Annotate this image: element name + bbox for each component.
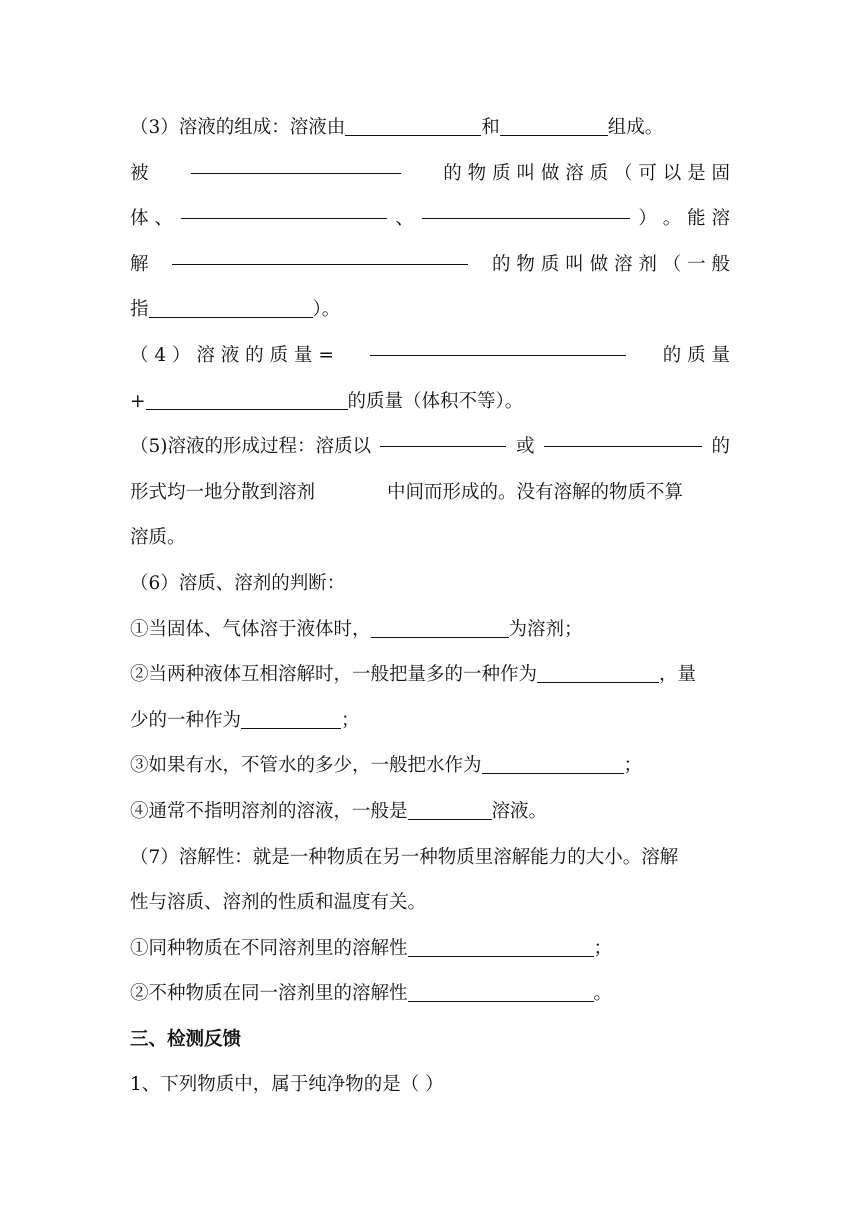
blank-field[interactable] — [146, 387, 348, 410]
text: 指 — [130, 299, 149, 321]
s6-item1 — [130, 607, 730, 653]
text: 解 — [130, 253, 149, 275]
blank-field[interactable] — [345, 113, 481, 136]
blank-field[interactable] — [408, 979, 594, 1002]
text: + — [130, 390, 146, 412]
s3-line4 — [130, 242, 730, 288]
text: 。 — [593, 983, 613, 1005]
section-heading — [130, 1017, 730, 1063]
s4-line2 — [130, 379, 730, 425]
text: 为溶剂； — [508, 618, 583, 640]
text: （5)溶液的形成过程：溶质以 — [130, 436, 371, 458]
text: （6）溶质、溶剂的判断： — [130, 572, 346, 594]
blank-field[interactable] — [482, 751, 624, 774]
s6-item3 — [130, 743, 730, 789]
blank-field[interactable] — [181, 196, 387, 219]
text: ④通常不指明溶剂的溶液，一般是 — [130, 800, 408, 822]
s5-line1 — [130, 424, 730, 470]
s5-line3 — [130, 515, 730, 561]
text: （7）溶解性：就是一种物质在另一种物质里溶解能力的大小。溶解 — [130, 846, 679, 868]
text: 、 — [395, 208, 414, 230]
text: 的 质 量 — [662, 344, 730, 366]
blank-field[interactable] — [371, 615, 509, 638]
s3-line2 — [130, 151, 730, 197]
s6-title — [130, 561, 730, 607]
text: ③如果有水，不管水的多少，一般把水作为 — [130, 755, 482, 777]
blank-field[interactable] — [241, 706, 341, 729]
text: 的 物 质 叫 做 溶 质 （ 可 以 是 固 — [443, 162, 730, 184]
text: （ 4 ） 溶 液 的 质 量 = — [130, 344, 334, 366]
text: 溶液。 — [491, 800, 548, 822]
text: 的 — [711, 436, 730, 458]
text: 体 、 — [130, 208, 173, 230]
s6-item4 — [130, 789, 730, 835]
text: ②不种物质在同一溶剂里的溶解性 — [130, 983, 408, 1005]
text: ； — [341, 709, 360, 731]
text: （3）溶液的组成：溶液由 — [130, 117, 346, 138]
text: 少的一种作为 — [130, 709, 242, 731]
question-1 — [130, 1062, 730, 1108]
s6-item2-cont — [130, 698, 730, 744]
document-page — [130, 105, 730, 1108]
s3-line5 — [130, 287, 730, 333]
text: ，量 — [659, 664, 697, 686]
s6-item2 — [130, 652, 730, 698]
blank-field[interactable] — [500, 113, 608, 136]
blank-field[interactable] — [422, 196, 630, 219]
s3-line3 — [130, 196, 730, 242]
text: 中间而形成的。没有溶解的物质不算 — [387, 481, 684, 503]
blank-field[interactable] — [537, 660, 659, 683]
text: 和 — [481, 117, 500, 138]
blank-field[interactable] — [408, 934, 594, 957]
s5-line2 — [130, 470, 730, 516]
text: ； — [623, 755, 643, 777]
blank-field[interactable] — [191, 151, 401, 174]
s4-line1 — [130, 333, 730, 379]
s7-item2 — [130, 971, 730, 1017]
text: 溶质。 — [130, 527, 186, 549]
text: ①同种物质在不同溶剂里的溶解性 — [130, 937, 408, 959]
question-text: 1、下列物质中，属于纯净物的是（ ） — [130, 1074, 444, 1096]
text: ②当两种液体互相溶解时，一般把量多的一种作为 — [130, 664, 538, 686]
s7-line2 — [130, 880, 730, 926]
text: 的 物 质 叫 做 溶 剂 （ 一 般 — [492, 253, 730, 275]
s7-line1 — [130, 835, 730, 881]
text: ①当固体、气体溶于液体时， — [130, 618, 371, 640]
blank-field[interactable] — [408, 797, 492, 820]
blank-field[interactable] — [544, 424, 702, 447]
text: ； — [593, 937, 613, 959]
s3-line1 — [130, 105, 730, 151]
text: 的质量（体积不等）。 — [347, 390, 524, 412]
text: ） 。 能 溶 — [638, 208, 730, 230]
s7-item1 — [130, 926, 730, 972]
text: 形式均一地分散到溶剂 — [130, 481, 316, 503]
blank-field[interactable] — [149, 295, 313, 318]
blank-field[interactable] — [370, 333, 626, 356]
text: ）。 — [312, 299, 341, 321]
text: 被 — [130, 162, 149, 184]
text: 性与溶质、溶剂的性质和温度有关。 — [130, 892, 427, 914]
heading-text: 三、检测反馈 — [130, 1028, 242, 1050]
blank-field[interactable] — [380, 424, 506, 447]
blank-field[interactable] — [172, 242, 468, 265]
text: 组成。 — [607, 117, 664, 138]
text: 或 — [515, 436, 535, 458]
